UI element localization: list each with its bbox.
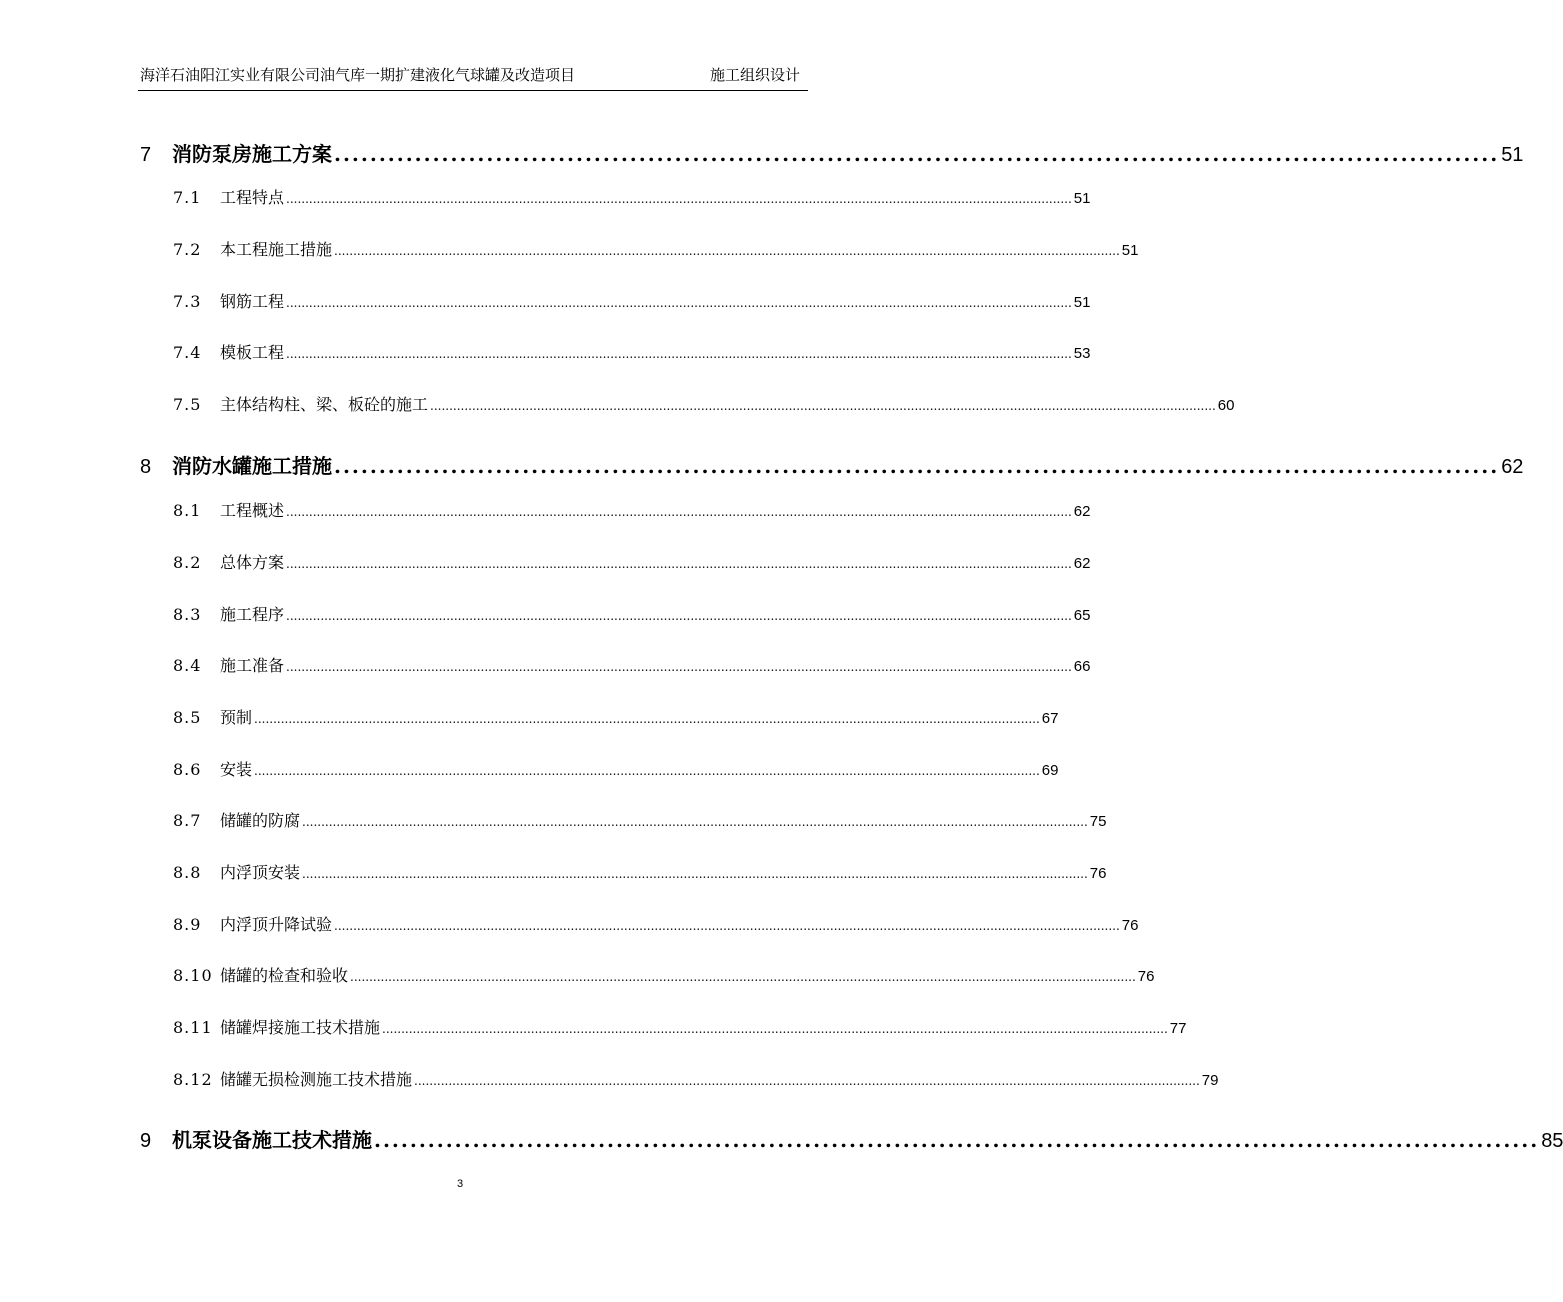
toc-entry-page: 67 (1041, 710, 1059, 727)
toc-entry[interactable] (0, 1015, 1187, 1038)
toc-leader-dots: .............................................................................................................................................................................................................. (302, 867, 1088, 881)
toc-entry-title: 内浮顶升降试验 (220, 915, 333, 934)
toc-entry-page: 66 (1073, 658, 1091, 675)
toc-entry-number: 8.8 (173, 863, 202, 882)
toc-leader-dots: .................................................................................................................................. (374, 1128, 1540, 1152)
toc-entry-page: 62 (1501, 456, 1524, 478)
toc-leader-dots: .............................................................................................................................................................................................................. (254, 764, 1040, 778)
toc-entry-page: 76 (1121, 917, 1139, 934)
toc-entry-title: 消防水罐施工措施 (172, 454, 332, 478)
toc-entry-page: 51 (1073, 294, 1091, 311)
toc-entry-page: 60 (1217, 397, 1235, 414)
toc-entry-title: 机泵设备施工技术措施 (172, 1128, 372, 1152)
toc-entry-page: 75 (1089, 813, 1107, 830)
toc-entry-title: 施工程序 (220, 605, 285, 624)
toc-entry-title: 工程概述 (220, 501, 285, 520)
toc-entry-number: 7.2 (173, 240, 202, 259)
toc-entry-title: 预制 (220, 708, 253, 727)
toc-leader-dots: .............................................................................................................................................................................................................. (286, 660, 1072, 674)
toc-entry-page: 62 (1073, 555, 1091, 572)
header-project-title: 海洋石油阳江实业有限公司油气库一期扩建液化气球罐及改造项目 (140, 66, 576, 84)
toc-entry-title: 总体方案 (220, 553, 285, 572)
toc-leader-dots: .............................................................................................................................................................................................................. (382, 1022, 1168, 1036)
toc-entry-page: 76 (1137, 968, 1155, 985)
toc-entry-number: 8.6 (173, 760, 202, 779)
toc-entry-title: 工程特点 (220, 188, 285, 207)
toc-entry-number: 8 (140, 456, 152, 478)
toc-entry-title: 主体结构柱、梁、板砼的施工 (220, 395, 429, 414)
toc-leader-dots: .............................................................................................................................................................................................................. (350, 970, 1136, 984)
toc-entry-number: 7.5 (173, 395, 202, 414)
toc-entry[interactable] (0, 289, 1091, 312)
toc-entry-page: 51 (1501, 144, 1524, 166)
toc-entry-title: 本工程施工措施 (220, 240, 333, 259)
toc-leader-dots: .............................................................................................................................................................................................................. (302, 815, 1088, 829)
toc-entry-title: 安装 (220, 760, 253, 779)
toc-leader-dots: .............................................................................................................................................................................................................. (286, 609, 1072, 623)
toc-leader-dots: .............................................................................................................................................................................................................. (286, 192, 1072, 206)
toc-entry-title: 模板工程 (220, 343, 285, 362)
toc-entry-number: 8.5 (173, 708, 202, 727)
toc-entry-title: 储罐的检查和验收 (220, 966, 349, 985)
toc-entry[interactable] (0, 340, 1091, 363)
toc-entry-number: 8.11 (173, 1018, 213, 1037)
toc-entry-number: 8.10 (173, 966, 213, 985)
toc-entry[interactable] (0, 705, 1059, 728)
toc-entry-number: 8.12 (173, 1070, 213, 1089)
toc-entry-page: 85 (1541, 1130, 1563, 1152)
toc-entry[interactable] (0, 237, 1139, 260)
toc-entry-title: 储罐无损检测施工技术措施 (220, 1070, 413, 1089)
toc-leader-dots: .................................................................................................................................. (334, 454, 1500, 478)
toc-entry-title: 储罐焊接施工技术措施 (220, 1018, 381, 1037)
toc-entry-number: 8.9 (173, 915, 202, 934)
toc-entry-number: 8.1 (173, 501, 202, 520)
page-number: 3 (456, 1178, 464, 1190)
toc-leader-dots: .............................................................................................................................................................................................................. (254, 712, 1040, 726)
toc-entry-title: 消防泵房施工方案 (172, 142, 332, 166)
toc-entry-title: 储罐的防腐 (220, 811, 301, 830)
toc-leader-dots: .............................................................................................................................................................................................................. (286, 505, 1072, 519)
toc-entry-number: 8.2 (173, 553, 202, 572)
toc-entry-title: 内浮顶安装 (220, 863, 301, 882)
toc-entry-number: 8.7 (173, 811, 202, 830)
toc-entry-page: 69 (1041, 762, 1059, 779)
toc-entry-title: 施工准备 (220, 656, 285, 675)
toc-entry[interactable] (0, 498, 1091, 521)
toc-entry-page: 51 (1121, 242, 1139, 259)
toc-entry[interactable] (0, 392, 1235, 415)
toc-leader-dots: .............................................................................................................................................................................................................. (286, 557, 1072, 571)
toc-entry-page: 53 (1073, 345, 1091, 362)
toc-entry-number: 8.4 (173, 656, 202, 675)
toc-entry[interactable] (0, 450, 1524, 479)
toc-leader-dots: .............................................................................................................................................................................................................. (414, 1074, 1200, 1088)
toc-entry-number: 7 (140, 144, 152, 166)
toc-entry-number: 8.3 (173, 605, 202, 624)
toc-leader-dots: .............................................................................................................................................................................................................. (334, 244, 1120, 258)
toc-entry-page: 51 (1073, 190, 1091, 207)
header-doc-type: 施工组织设计 (709, 66, 800, 84)
toc-leader-dots: .............................................................................................................................................................................................................. (286, 347, 1072, 361)
toc-entry[interactable] (0, 860, 1107, 883)
toc-leader-dots: .............................................................................................................................................................................................................. (430, 399, 1216, 413)
toc-entry[interactable] (0, 963, 1155, 986)
toc-entry[interactable] (0, 653, 1091, 676)
toc-entry[interactable] (0, 602, 1091, 625)
toc-entry[interactable] (0, 185, 1091, 208)
toc-entry-page: 65 (1073, 607, 1091, 624)
toc-entry-page: 76 (1089, 865, 1107, 882)
toc-entry-number: 7.1 (173, 188, 202, 207)
toc-entry[interactable] (0, 1067, 1219, 1090)
toc-entry-number: 7.4 (173, 343, 202, 362)
toc-entry-page: 77 (1169, 1020, 1187, 1037)
toc-entry[interactable] (0, 808, 1107, 831)
toc-entry-number: 7.3 (173, 292, 202, 311)
header-rule (138, 90, 808, 91)
toc-entry[interactable] (0, 757, 1059, 780)
toc-entry-page: 62 (1073, 503, 1091, 520)
page-header (140, 66, 808, 88)
toc-entry-number: 9 (140, 1130, 152, 1152)
toc-entry[interactable] (0, 1124, 1563, 1153)
toc-leader-dots: .............................................................................................................................................................................................................. (334, 919, 1120, 933)
toc-entry[interactable] (0, 550, 1091, 573)
toc-entry[interactable] (0, 912, 1139, 935)
toc-entry[interactable] (0, 138, 1524, 167)
toc-entry-title: 钢筋工程 (220, 292, 285, 311)
toc-leader-dots: .............................................................................................................................................................................................................. (286, 296, 1072, 310)
toc-leader-dots: .................................................................................................................................. (334, 142, 1500, 166)
toc-entry-page: 79 (1201, 1072, 1219, 1089)
